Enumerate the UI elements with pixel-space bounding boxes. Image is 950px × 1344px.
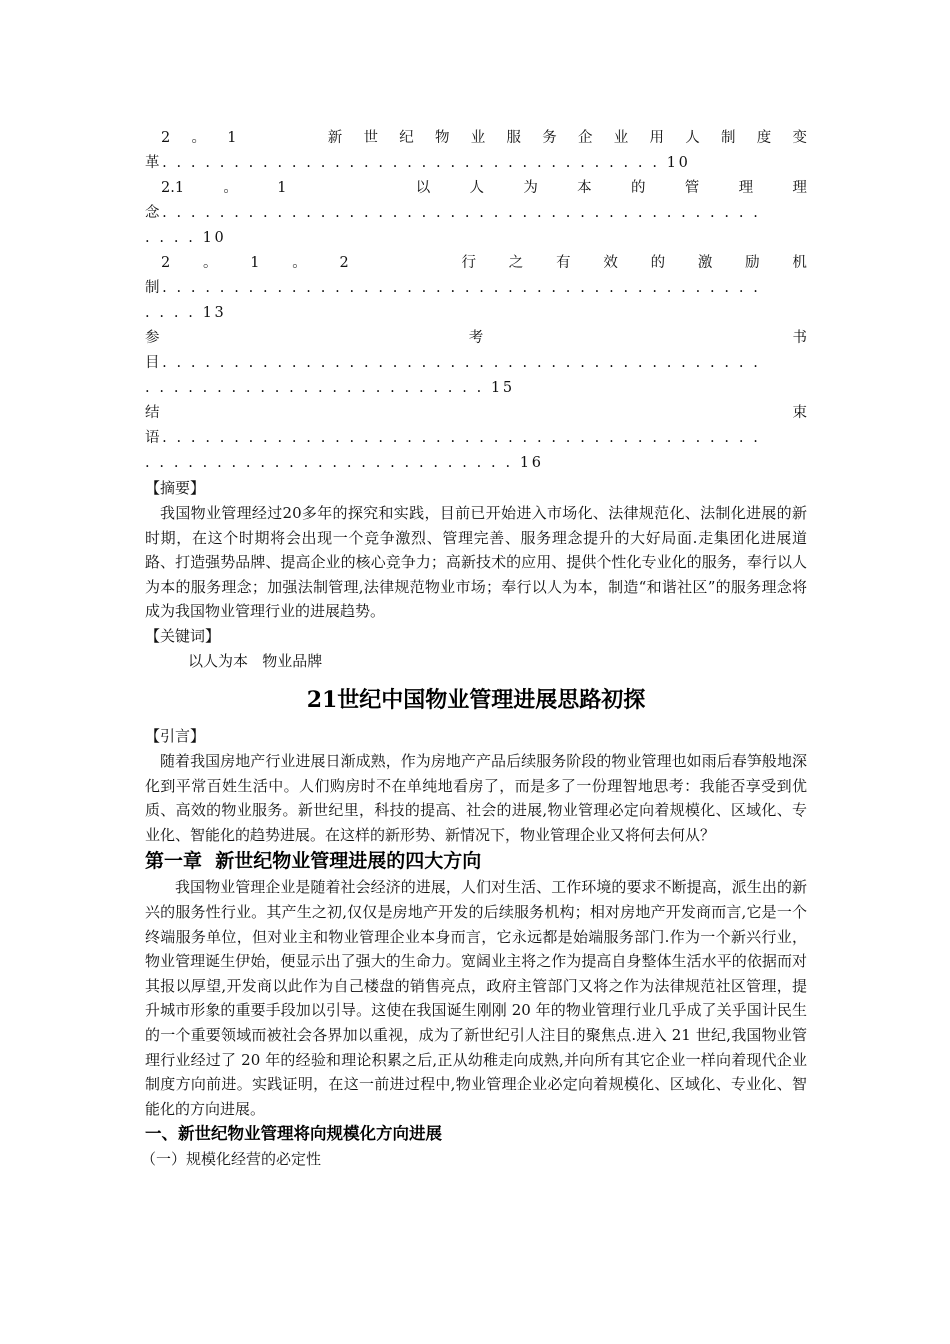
toc-char: 考 bbox=[468, 330, 484, 346]
toc-entry-5-page: . . . . . . . . . . . . . . . . . . . . . . . . . . 16 bbox=[145, 455, 544, 471]
toc-char: 人 bbox=[469, 180, 485, 196]
toc-entry-3-tail: 制. . . . . . . . . . . . . . . . . . . . . . . . . . . . . . . . . . . . . . . . . . bbox=[145, 280, 761, 296]
toc-entry-2-page: . . . . 10 bbox=[145, 230, 227, 246]
toc-entry-4-tail: 目. . . . . . . . . . . . . . . . . . . . . . . . . . . . . . . . . . . . . . . . . . bbox=[145, 355, 761, 371]
toc-char: 。 bbox=[223, 180, 238, 196]
toc-entry-2-head bbox=[145, 176, 807, 201]
document-page bbox=[141, 126, 807, 1172]
toc-char: 参 bbox=[145, 330, 160, 346]
toc-char: 理 bbox=[792, 180, 807, 196]
subsection-1-title: （一）规模化经营的必定性 bbox=[141, 1150, 322, 1169]
toc-char: 为 bbox=[523, 180, 538, 196]
toc-entry-3-page: . . . . 13 bbox=[145, 305, 227, 321]
abstract-label: 【摘要】 bbox=[145, 479, 206, 497]
toc-char: 的 bbox=[650, 255, 666, 271]
toc-char: 以 bbox=[415, 180, 431, 196]
toc-char: 1 bbox=[250, 255, 260, 271]
toc-char: 有 bbox=[556, 255, 571, 271]
toc-entry-1-tail: 革. . . . . . . . . . . . . . . . . . . . . . . . . . . . . . . . . . . 10 bbox=[145, 155, 691, 171]
toc-char: 理 bbox=[738, 180, 754, 196]
keywords-label: 【关键词】 bbox=[145, 626, 221, 645]
toc-char: 1 bbox=[277, 180, 287, 196]
toc-char: 机 bbox=[792, 255, 807, 271]
toc-char: 物 bbox=[434, 130, 450, 146]
toc-entry-3-head bbox=[145, 251, 807, 276]
toc-char: 本 bbox=[577, 180, 592, 196]
toc-char: 。 bbox=[292, 255, 307, 271]
toc-char: 束 bbox=[792, 405, 807, 421]
toc-char: 务 bbox=[542, 130, 557, 146]
toc-char: 2 bbox=[161, 255, 171, 271]
toc-char: 2 bbox=[161, 130, 171, 146]
toc-char: 变 bbox=[792, 130, 807, 146]
abstract-text: 我国物业管理经过20多年的探究和实践，目前已开始进入市场化、法律规范化、法制化进展的新时期，在这个时期将会出现一个竞争激烈、管理完善、服务理念提升的大好局面.走集团化进展道路、打造强势品牌、提高企业的核心竞争力；高新技术的应用、提供个性化专业化的服务，奉行以人为本的服务理念；加强法制管理,法律规范物业市场；奉行以人为本，制造“和谐社区”的服务理念将成为我国物业管理行业的进展趋势。 bbox=[145, 504, 807, 621]
toc-char: 。 bbox=[191, 130, 206, 146]
toc-char: 用 bbox=[649, 130, 664, 146]
section-1-title: 一、新世纪物业管理将向规模化方向进展 bbox=[145, 1124, 442, 1144]
keywords-value: 以人为本 物业品牌 bbox=[188, 651, 323, 670]
toc-char: 1 bbox=[227, 130, 237, 146]
toc-entry-5-head bbox=[145, 401, 807, 426]
toc-char: 服 bbox=[506, 130, 521, 146]
toc-char: 之 bbox=[508, 255, 524, 271]
toc-char: 2.1 bbox=[161, 180, 185, 196]
toc-char: 制 bbox=[720, 130, 736, 146]
intro-label: 【引言】 bbox=[145, 726, 206, 745]
toc-char: 的 bbox=[630, 180, 646, 196]
toc-char: 业 bbox=[470, 130, 486, 146]
toc-char: 人 bbox=[685, 130, 700, 146]
toc-char: 度 bbox=[756, 130, 772, 146]
toc-char: 纪 bbox=[399, 130, 414, 146]
toc-char: 2 bbox=[339, 255, 349, 271]
toc-char: 行 bbox=[461, 255, 477, 271]
toc-entry-2-tail: 念. . . . . . . . . . . . . . . . . . . . . . . . . . . . . . . . . . . . . . . . . . bbox=[145, 205, 761, 221]
toc-char: 。 bbox=[203, 255, 218, 271]
toc-entry-5-tail: 语. . . . . . . . . . . . . . . . . . . . . . . . . . . . . . . . . . . . . . . . . . bbox=[145, 430, 761, 446]
toc-entry-4-head bbox=[145, 326, 807, 351]
toc-char: 管 bbox=[684, 180, 700, 196]
toc-char: 励 bbox=[745, 255, 760, 271]
chapter-1-title: 第一章 新世纪物业管理进展的四大方向 bbox=[145, 850, 482, 873]
toc-entry-1-head bbox=[145, 126, 807, 151]
toc-entry-4-page: . . . . . . . . . . . . . . . . . . . . . . . . 15 bbox=[145, 380, 515, 396]
document-title: 21世纪中国物业管理进展思路初探 bbox=[306, 686, 646, 713]
chapter-1-text: 我国物业管理企业是随着社会经济的进展，人们对生活、工作环境的要求不断提高，派生出的新兴的服务性行业。其产生之初,仅仅是房地产开发的后续服务机构；相对房地产开发商而言,它是一个终端服务单位，但对业主和物业管理企业本身而言，它永远都是始端服务部门.作为一个新兴行业，物业管理诞生伊始，便显示出了强大的生命力。宽阔业主将之作为提高自身整体生活水平的依据而对其报以厚望,开发商以此作为自己楼盘的销售亮点，政府主管部门又将之作为法律规范社区管理，提升城市形象的重要手段加以引导。这使在我国诞生刚刚 20 年的物业管理行业几乎成了关乎国计民生的一个重要领域而被社会各界加以重视，成为了新世纪引人注目的聚焦点.进入 21 世纪,我国物业管理行业经过了 20 年的经验和理论积累之后,正从幼稚走向成熟,并向所有其它企业一样向着现代企业制度方向前进。实践证明，在这一前进过程中,物业管理企业必定向着规模化、区域化、专业化、智能化的方向进展。 bbox=[145, 878, 807, 1118]
intro-text: 随着我国房地产行业进展日渐成熟，作为房地产产品后续服务阶段的物业管理也如雨后春笋般地深化到平常百姓生活中。人们购房时不在单纯地看房了，而是多了一份理智地思考：我能否享受到优质、高效的物业服务。新世纪里，科技的提高、社会的进展,物业管理必定向着规模化、区域化、专业化、智能化的趋势进展。在这样的新形势、新情况下，物业管理企业又将何去何从？ bbox=[145, 751, 807, 844]
toc-char: 书 bbox=[792, 330, 807, 346]
toc-char: 世 bbox=[363, 130, 378, 146]
toc-char: 企 bbox=[577, 130, 593, 146]
toc-char: 业 bbox=[613, 130, 629, 146]
toc-char: 新 bbox=[327, 130, 343, 146]
toc-char: 激 bbox=[697, 255, 713, 271]
table-of-contents bbox=[145, 126, 807, 476]
toc-char: 结 bbox=[145, 405, 160, 421]
toc-char: 效 bbox=[603, 255, 618, 271]
